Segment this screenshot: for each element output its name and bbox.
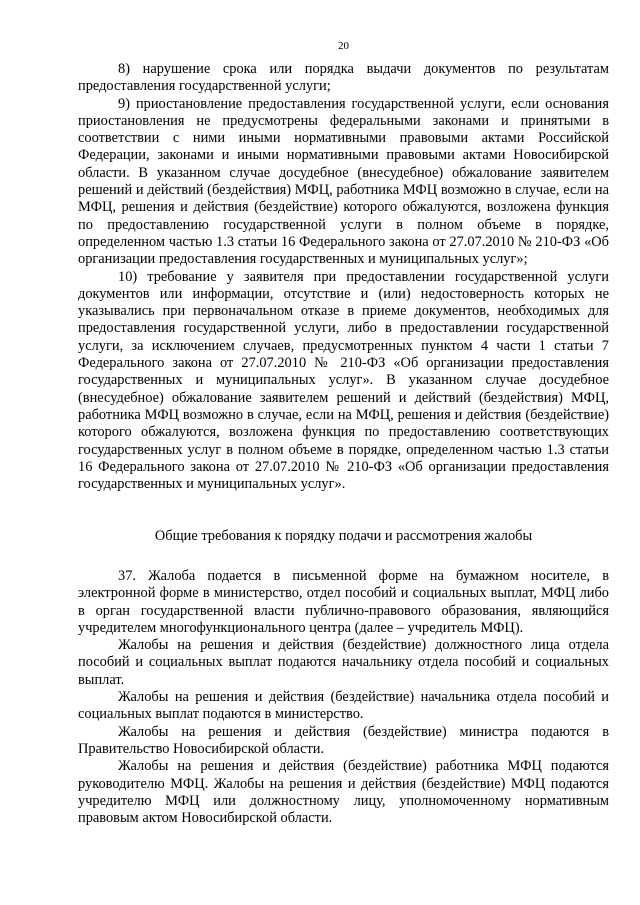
paragraph-official-complaints: Жалобы на решения и действия (бездействие) должностного лица отдела пособий и социальных выплат подаются начальнику отдела пособий и социальных выплат.: [78, 637, 609, 688]
paragraph-37: 37. Жалоба подается в письменной форме на бумажном носителе, в электронной форме в министерство, отдел пособий и социальных выплат, МФЦ либо в орган государственной власти публично-правового образования, являющийся учредителем многофункционального центра (далее – учредитель МФЦ).: [78, 568, 609, 636]
page-number: 20: [338, 40, 349, 52]
paragraph-item-10: 10) требование у заявителя при предоставлении государственной услуги документов или информации, отсутствие и (или) недостоверность которых не указывались при первоначальном отказе в приеме документов, необходимых для предоставления государственной услуги, либо в предоставлении государственной услуги, за исключением случаев, предусмотренных пунктом 4 части 1 статьи 7 Федерального закона от 27.07.2010 № 210-ФЗ «Об организации предоставления государственных и муниципальных услуг». В указанном случае досудебное (внесудебное) обжалование заявителем решений и действий (бездействия) МФЦ, работника МФЦ возможно в случае, если на МФЦ, решения и действия (бездействие) которого обжалуются, возложена функция по предоставлению соответствующих государственных услуг в полном объеме в порядке, определенном частью 1.3 статьи 16 Федерального закона от 27.07.2010 № 210-ФЗ «Об организации предоставления государственных и муниципальных услуг».: [78, 268, 609, 493]
paragraph-minister-complaints: Жалобы на решения и действия (бездействие) министра подаются в Правительство Новосибирской области.: [78, 723, 609, 757]
paragraph-head-complaints: Жалобы на решения и действия (бездействие) начальника отдела пособий и социальных выплат подаются в министерство.: [78, 689, 609, 723]
paragraph-item-8: 8) нарушение срока или порядка выдачи документов по результатам предоставления государственной услуги;: [78, 61, 609, 95]
paragraph-item-9: 9) приостановление предоставления государственной услуги, если основания приостановления не предусмотрены федеральными законами и принятыми в соответствии с ними иными нормативными правовыми актами Российской Федерации, законами и иными нормативными правовыми актами Новосибирской области. В указанном случае досудебное (внесудебное) обжалование заявителем решений и действий (бездействия) МФЦ, работника МФЦ возможно в случае, если на МФЦ, решения и действия (бездействие) которого обжалуются, возложена функция по предоставлению государственной услуги в полном объеме в порядке, определенном частью 1.3 статьи 16 Федерального закона от 27.07.2010 № 210-ФЗ «Об организации предоставления государственных и муниципальных услуг»;: [78, 95, 609, 268]
text-block-bottom: [78, 568, 609, 827]
section-heading: Общие требования к порядку подачи и рассмотрения жалобы: [154, 528, 533, 544]
text-block-top: [78, 61, 609, 493]
paragraph-mfc-complaints: Жалобы на решения и действия (бездействие) работника МФЦ подаются руководителю МФЦ. Жалобы на решения и действия (бездействие) МФЦ подаются учредителю МФЦ или должностному лицу, уполномоченному нормативным правовым актом Новосибирской области.: [78, 758, 609, 827]
